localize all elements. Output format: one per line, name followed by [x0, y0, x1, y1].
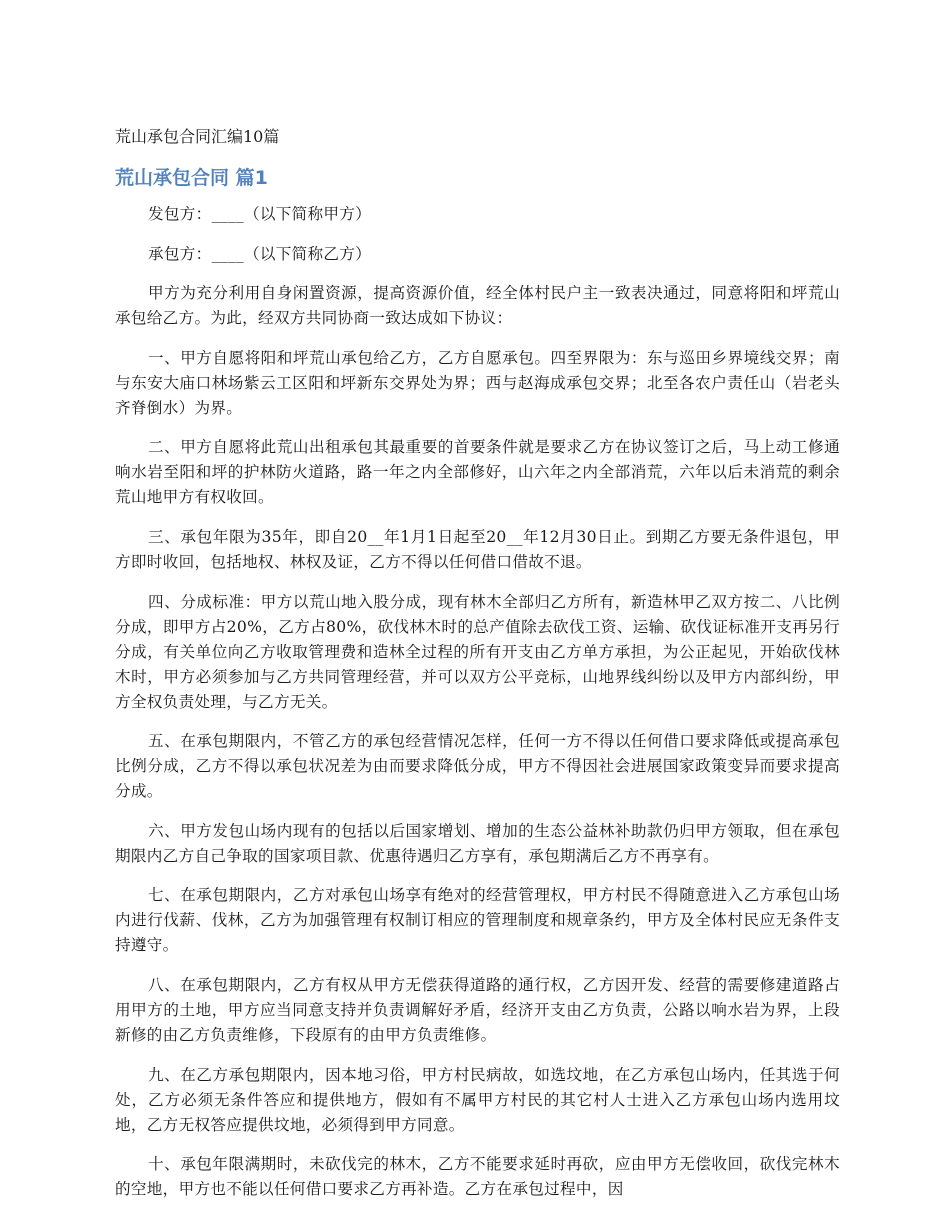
- contract-clause-1: 一、甲方自愿将阳和坪荒山承包给乙方，乙方自愿承包。四至界限为：东与巡田乡界境线交界；南与东安大庙口林场紫云工区阳和坪新东交界处为界；西与赵海成承包交界；北至各农户责任山（岩老头齐脊倒水）为界。: [115, 348, 840, 417]
- contract-clause-2: 二、甲方自愿将此荒山出租承包其最重要的首要条件就是要求乙方在协议签订之后，马上动工修通响水岩至阳和坪的护林防火道路，路一年之内全部修好，山六年之内全部消荒，六年以后未消荒的剩余荒山地甲方有权收回。: [115, 438, 840, 507]
- contract-clause-4: 四、分成标准：甲方以荒山地入股分成，现有林木全部归乙方所有，新造林甲乙双方按二、八比例分成，即甲方占20%，乙方占80%，砍伐林木时的总产值除去砍伐工资、运输、砍伐证标准开支再另行分成，有关单位向乙方收取管理费和造林全过程的所有开支由乙方单方承担，为公正起见，开始砍伐林木时，甲方必须参加与乙方共同管理经营，并可以双方公平竞标，山地界线纠纷以及甲方内部纠纷，甲方全权负责处理，与乙方无关。: [115, 592, 840, 711]
- contract-paragraph-contractor: 承包方：____（以下简称乙方）: [148, 244, 372, 263]
- contract-paragraph-preamble: 甲方为充分利用自身闲置资源，提高资源价值，经全体村民户主一致表决通过，同意将阳和坪荒山承包给乙方。为此，经双方共同协商一致达成如下协议：: [115, 284, 840, 328]
- contract-body: [115, 202, 840, 1217]
- contract-clause-8: 八、在承包期限内，乙方有权从甲方无偿获得道路的通行权，乙方因开发、经营的需要修建道路占用甲方的土地，甲方应当同意支持并负责调解好矛盾，经济开支由乙方负责，公路以响水岩为界，上段新修的由乙方负责维修，下段原有的由甲方负责维修。: [115, 975, 840, 1044]
- contract-paragraph-issuer: 发包方：____（以下简称甲方）: [148, 205, 372, 223]
- contract-clause-6: 六、甲方发包山场内现有的包括以后国家增划、增加的生态公益林补助款仍归甲方领取，但在承包期限内乙方自己争取的国家项目款、优惠待遇归乙方享有，承包期满后乙方不再享有。: [115, 821, 840, 865]
- contract-clause-7: 七、在承包期限内，乙方对承包山场享有绝对的经营管理权，甲方村民不得随意进入乙方承包山场内进行伐薪、伐林，乙方为加强管理有权制订相应的管理制度和规章条约，甲方及全体村民应无条件支持遵守。: [115, 886, 840, 955]
- document-title: 荒山承包合同汇编10篇: [115, 127, 280, 146]
- contract-clause-9: 九、在乙方承包期限内，因本地习俗，甲方村民病故，如选坟地，在乙方承包山场内，任其选于何处，乙方必须无条件答应和提供地方，假如有不属甲方村民的其它村人士进入乙方承包山场内选用坟地，乙方无权答应提供坟地，必须得到甲方同意。: [115, 1065, 840, 1134]
- contract-clause-10: 十、承包年限满期时，未砍伐完的林木，乙方不能要求延时再砍，应由甲方无偿收回，砍伐完林木的空地，甲方也不能以任何借口要求乙方再补造。乙方在承包过程中，因: [115, 1155, 840, 1199]
- contract-clause-5: 五、在承包期限内，不管乙方的承包经营情况怎样，任何一方不得以任何借口要求降低或提高承包比例分成，乙方不得以承包状况差为由而要求降低分成，甲方不得因社会进展国家政策变异而要求提高分成。: [115, 732, 840, 801]
- contract-clause-3: 三、承包年限为35年，即自20__年1月1日起至20__年12月30日止。到期乙方要无条件退包，甲方即时收回，包括地权、林权及证，乙方不得以任何借口借故不退。: [115, 527, 840, 571]
- section-heading: 荒山承包合同 篇1: [115, 167, 268, 189]
